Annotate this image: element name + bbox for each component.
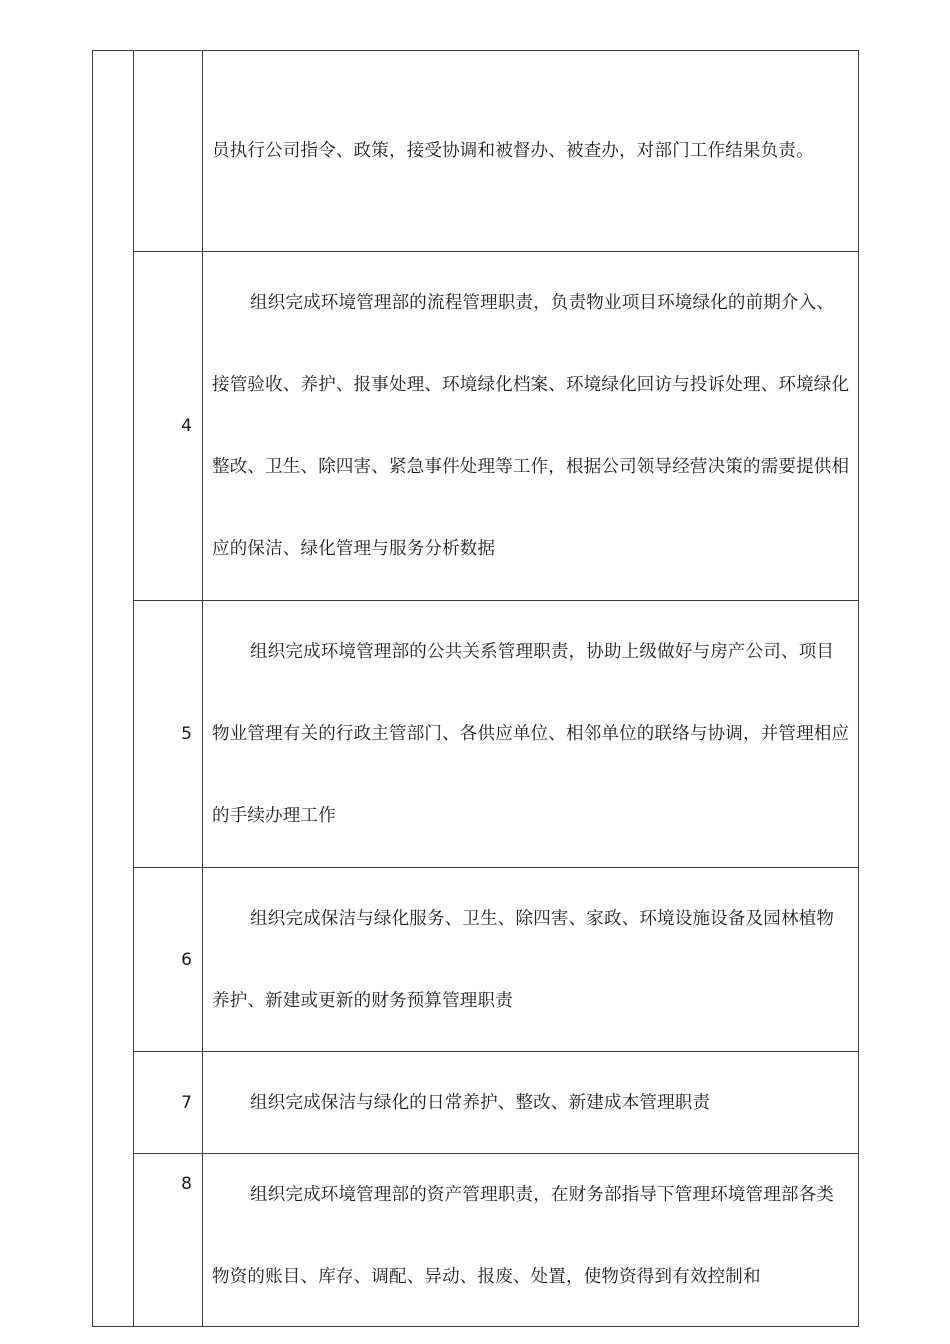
duty-text-content: 组织完成环境管理部的流程管理职责，负责物业项目环境绿化的前期介入、接管验收、养护、报事处理、环境绿化档案、环境绿化回访与投诉处理、环境绿化整改、卫生、除四害、紧急事件处理等工作，根据公司领导经营决策的需要提供相应的保洁、绿化管理与服务分析数据 <box>212 293 850 559</box>
duty-text <box>203 868 859 1052</box>
duty-text-content: 组织完成保洁与绿化服务、卫生、除四害、家政、环境设施设备及园林植物养护、新建或更新的财务预算管理职责 <box>212 908 835 1011</box>
row-number: 8 <box>134 1154 203 1327</box>
table-row <box>93 1154 859 1327</box>
table-row <box>93 252 859 601</box>
duty-text <box>203 1052 859 1154</box>
merged-category-cell <box>93 51 134 1327</box>
duties-table <box>92 50 859 1327</box>
row-number <box>134 51 203 252</box>
duty-text <box>203 601 859 868</box>
duty-text <box>203 252 859 601</box>
row-number: 4 <box>134 252 203 601</box>
duty-text-content: 员执行公司指令、政策，接受协调和被督办、被查办，对部门工作结果负责。 <box>212 141 814 161</box>
table-row <box>93 868 859 1052</box>
row-number: 7 <box>134 1052 203 1154</box>
duty-text-content: 组织完成环境管理部的资产管理职责，在财务部指导下管理环境管理部各类物资的账目、库存、调配、异动、报废、处置，使物资得到有效控制和 <box>212 1185 835 1287</box>
duty-text-content: 组织完成保洁与绿化的日常养护、整改、新建成本管理职责 <box>250 1092 711 1113</box>
table-row <box>93 1052 859 1154</box>
row-number: 6 <box>134 868 203 1052</box>
table-row <box>93 601 859 868</box>
duty-text <box>203 1154 859 1327</box>
row-number: 5 <box>134 601 203 868</box>
table-row <box>93 51 859 252</box>
duty-text-content: 组织完成环境管理部的公共关系管理职责，协助上级做好与房产公司、项目物业管理有关的行政主管部门、各供应单位、相邻单位的联络与协调，并管理相应的手续办理工作 <box>212 642 850 826</box>
duty-text <box>203 51 859 252</box>
